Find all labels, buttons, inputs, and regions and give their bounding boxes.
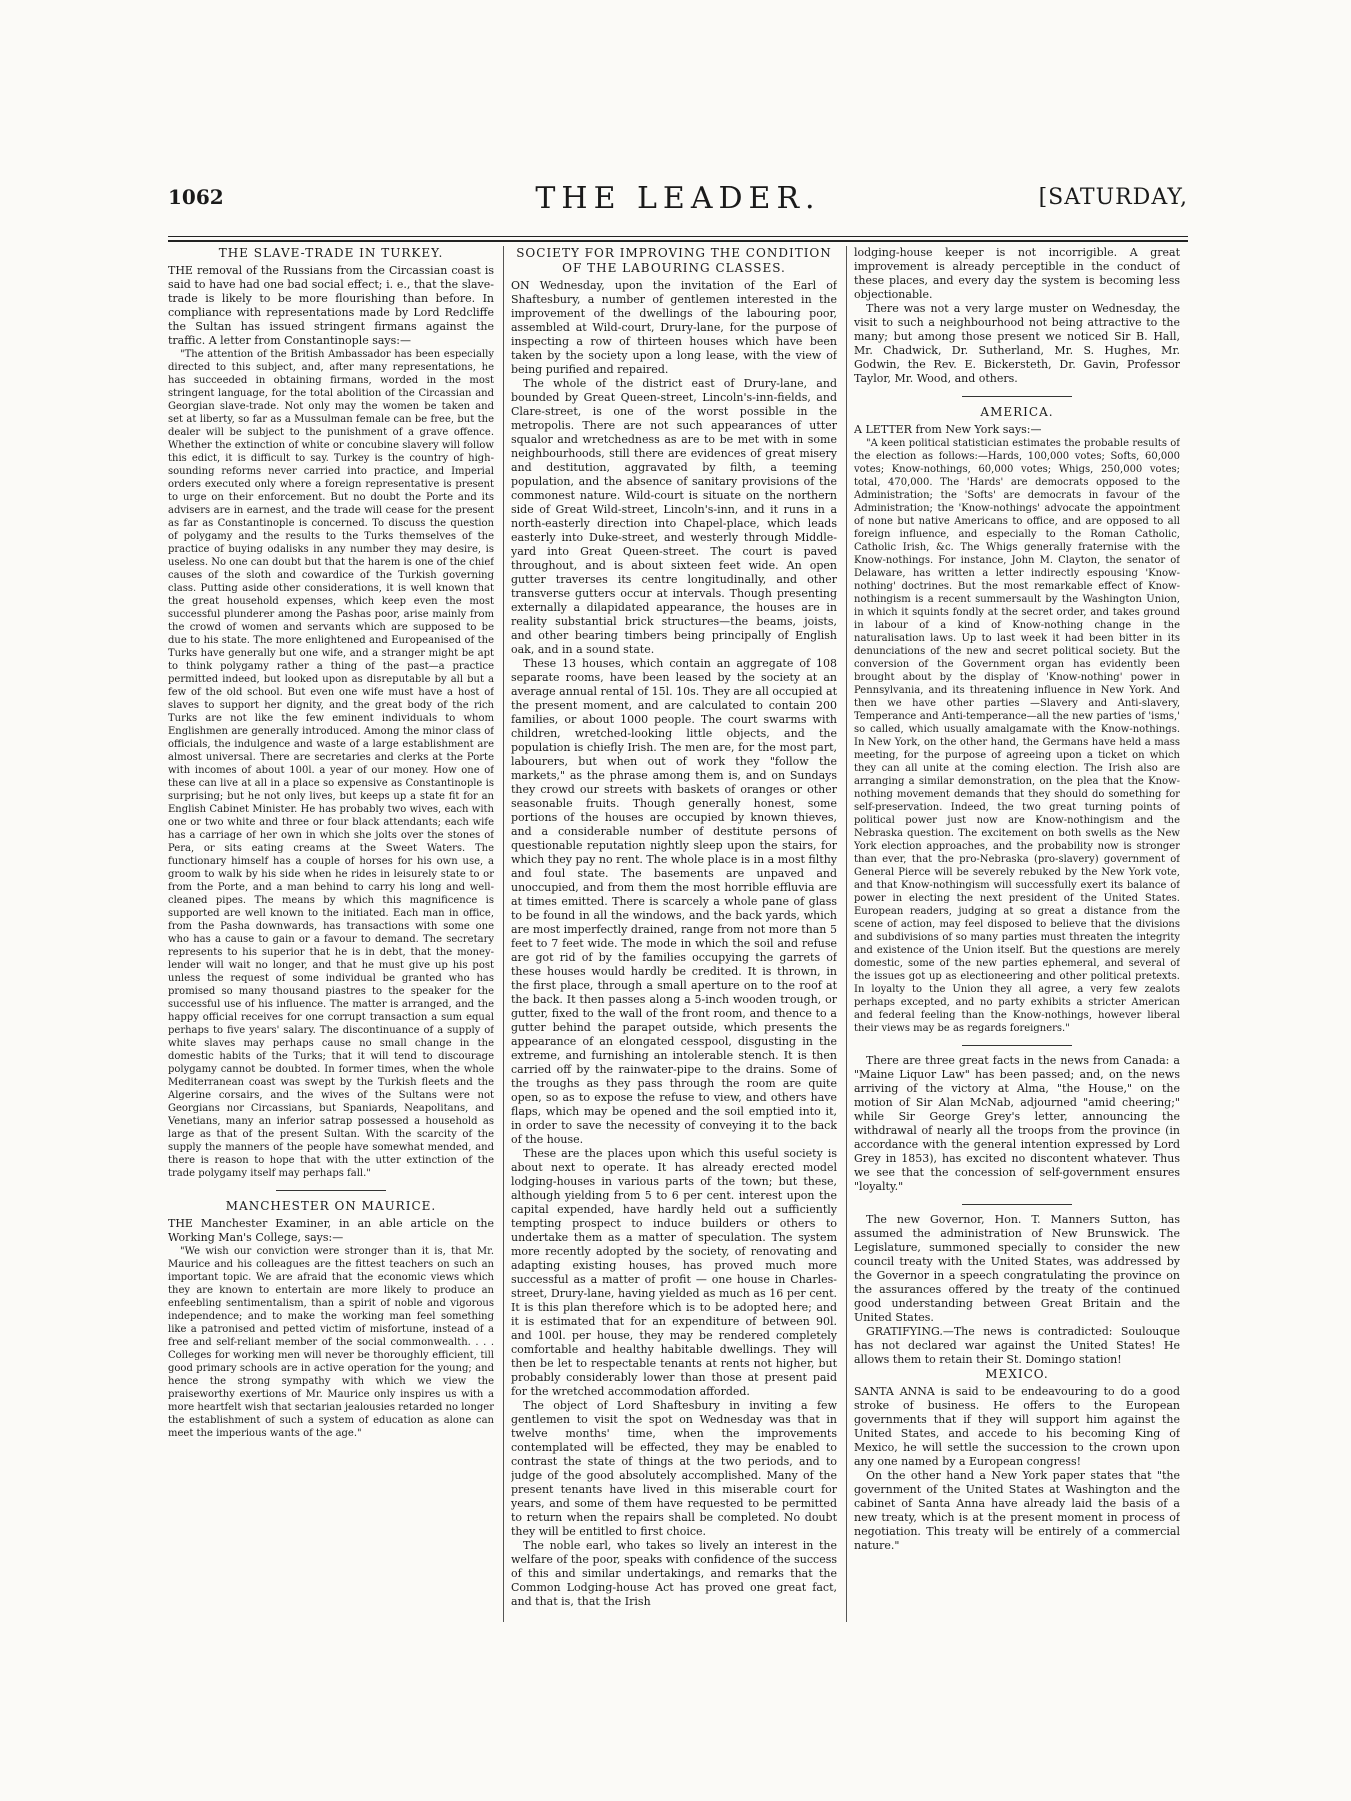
newspaper-title: THE LEADER.: [535, 181, 821, 216]
section-rule: [962, 1045, 1072, 1046]
article-paragraph: The whole of the district east of Drury-lane, and bounded by Great Queen-street, Lincoln's-inn-fields, and Clare-street, is one of the worst possible in the metropolis. There are not such appearances of utter squalor and wretchedness as are to be met with in some neighbourhoods, still there are evidences of great misery and destitution, aggravated by filth, a teeming population, and the absence of sanitary provisions of the commonest nature. Wild-court is situate on the northern side of Great Wild-street, Lincoln's-inn, and it runs in a north-easterly direction into Chapel-place, which leads easterly into Duke-street, and westerly through Middle-yard into Great Queen-street. The court is paved throughout, and is about sixteen feet wide. An open gutter traverses its centre longitudinally, and other transverse gutters occur at intervals. Though presenting externally a dilapidated appearance, the houses are in reality substantial brick structures—the beams, joists, and other bearing timbers being principally of English oak, and in a sound state.: [511, 377, 837, 656]
column-3: [854, 246, 1180, 1622]
column-1: [168, 246, 494, 1622]
masthead: [168, 183, 1188, 223]
section-rule: [962, 396, 1072, 397]
article-paragraph: lodging-house keeper is not incorrigible. A great improvement is already perceptible in the conduct of these places, and every day the system is becoming less objectionable.: [854, 246, 1180, 301]
article-paragraph: GRATIFYING.—The news is contradicted: Soulouque has not declared war against the United States! He allows them to retain their St. Domingo station!: [854, 1325, 1180, 1366]
page-day: [SATURDAY,: [1038, 185, 1188, 210]
article-heading: MANCHESTER ON MAURICE.: [225, 1199, 437, 1213]
section-rule: [276, 1190, 386, 1191]
article-paragraph: THE removal of the Russians from the Circassian coast is said to have had one bad social effect; i. e., that the slave-trade is likely to be more flourishing than before. In compliance with representations made by Lord Redcliffe the Sultan has issued stringent firmans against the traffic. A letter from Constantinople says:—: [168, 264, 494, 347]
article-quote: "A keen political statistician estimates the probable results of the election as follows:—Hards, 100,000 votes; Softs, 60,000 votes; Know-nothings, 60,000 votes; Whigs, 250,000 votes; total, 470,000. The 'Hards' are democrats opposed to the Administration; the 'Softs' are democrats in favour of the Administration; the 'Know-nothings' advocate the appointment of none but native Americans to office, and are opposed to all foreign influence, and especially to the Roman Catholic, Catholic Irish, &c. The Whigs generally fraternise with the Know-nothings. For instance, John M. Clayton, the senator of Delaware, has written a letter indirectly espousing 'Know-nothing' doctrines. But the most remarkable effect of Know-nothingism is a recent summersault by the Washington Union, in which it squints fondly at the secret order, and takes ground in labour of a kind of Know-nothing change in the naturalisation laws. Up to last week it had been bitter in its denunciations of the new and secret political society. But the conversion of the Government organ has evidently been brought about by the display of 'Know-nothing' power in Pennsylvania, and its threatening influence in New York. And then we have other parties —Slavery and Anti-slavery, Temperance and Anti-temperance—all the new parties of 'isms,' so called, which usually amalgamate with the Know-nothings. In New York, on the other hand, the Germans have held a mass meeting, for the purpose of agreeing upon a ticket on which they can all unite at the coming election. The Irish also are arranging a similar demonstration, on the plea that the Know-nothing movement demands that they should do something for self-preservation. Indeed, the two great turning points of political power just now are Know-nothingism and the Nebraska question. The excitement on both swells as the New York election approaches, and the probability now is stronger than ever, that the pro-Nebraska (pro-slavery) government of General Pierce will be severely rebuked by the New York vote, and that Know-nothingism will successfully exert its balance of power in electing the next president of the United States. European readers, judging at so great a distance from the scene of action, may feel disposed to believe that the divisions and subdivisions of so many parties must threaten the integrity and existence of the Union itself. But the questions are merely domestic, some of the new parties ephemeral, and several of the issues got up as electioneering and other political pretexts. In loyalty to the Union they all agree, a very few zealots perhaps excepted, and no party exhibits a stricter American and federal feeling than the Know-nothings, however liberal their views may be as regards foreigners.": [854, 438, 1180, 1034]
article-heading: MEXICO.: [985, 1367, 1049, 1381]
article-paragraph: THE Manchester Examiner, in an able article on the Working Man's College, says:—: [168, 1217, 494, 1244]
article-paragraph: These 13 houses, which contain an aggregate of 108 separate rooms, have been leased by the society at an average annual rental of 15l. 10s. They are all occupied at the present moment, and are calculated to contain 200 families, or about 1000 people. The court swarms with children, wretched-looking little objects, and the population is chiefly Irish. The men are, for the most part, labourers, but when out of work they "follow the markets," as the phrase among them is, and on Sundays they crowd our streets with baskets of oranges or other seasonable fruits. Though generally honest, some portions of the houses are occupied by known thieves, and a considerable number of destitute persons of questionable reputation nightly sleep upon the stairs, for which they pay no rent. The whole place is in a most filthy and foul state. The basements are unpaved and unoccupied, and from them the most horrible effluvia are at times emitted. There is scarcely a whole pane of glass to be found in all the windows, and the back yards, which are most imperfectly drained, range from not more than 5 feet to 7 feet wide. The mode in which the soil and refuse are got rid of by the families occupying the garrets of these houses would hardly be credited. It is thrown, in the first place, through a small aperture on to the roof at the back. It then passes along a 5-inch wooden trough, or gutter, fixed to the wall of the front room, and thence to a gutter behind the parapet outside, which presents the appearance of an elongated cesspool, disgusting in the extreme, and furnishing an intolerable stench. It is then carried off by the rainwater-pipe to the drains. Some of the troughs as they pass through the room are quite open, so as to expose the refuse to view, and others have flaps, which may be opened and the soil emptied into it, in order to save the necessity of conveying it to the back of the house.: [511, 657, 837, 1146]
article-paragraph: ON Wednesday, upon the invitation of the Earl of Shaftesbury, a number of gentlemen interested in the improvement of the dwellings of the labouring poor, assembled at Wild-court, Drury-lane, for the purpose of inspecting a row of thirteen houses which have been taken by the society upon a long lease, with the view of being purified and repaired.: [511, 279, 837, 376]
article-paragraph: SANTA ANNA is said to be endeavouring to do a good stroke of business. He offers to the European governments that if they will support him against the United States, and accede to his becoming King of Mexico, he will settle the succession to the crown upon any one named by a European congress!: [854, 1385, 1180, 1468]
header-rule-thick: [168, 240, 1188, 242]
article-paragraph: There are three great facts in the news from Canada: a "Maine Liquor Law" has been passed; and, on the news arriving of the victory at Alma, "the House," on the motion of Sir Alan McNab, adjourned "amid cheering;" while Sir George Grey's letter, announcing the withdrawal of nearly all the troops from the province (in accordance with the general intention expressed by Lord Grey in 1853), has excited no discontent whatever. Thus we see that the concession of self-government ensures "loyalty.": [854, 1054, 1180, 1193]
article-quote: "We wish our conviction were stronger than it is, that Mr. Maurice and his colleagues are the fittest teachers on such an important topic. We are afraid that the economic views which they are known to entertain are more likely to produce an enfeebling sentimentalism, than a spirit of noble and vigorous independence; and to make the working man feel something like a patronised and petted victim of misfortune, instead of a free and self-reliant member of the social commonwealth. . . . Colleges for working men will never be thoroughly efficient, till good primary schools are in active operation for the young; and hence the strong sympathy with which we view the praiseworthy exertions of Mr. Maurice only inspires us with a more heartfelt wish that sectarian jealousies retarded no longer the establishment of such a system of education as alone can meet the imperious wants of the age.": [168, 1246, 494, 1439]
column-divider: [503, 246, 504, 1622]
article-paragraph: These are the places upon which this useful society is about next to operate. It has already erected model lodging-houses in various parts of the town; but these, although yielding from 5 to 6 per cent. interest upon the capital expended, have hardly held out a sufficiently tempting prospect to induce builders or others to undertake them as a matter of speculation. The system more recently adopted by the society, of renovating and adapting existing houses, has proved much more successful as a matter of profit — one house in Charles-street, Drury-lane, having yielded as much as 16 per cent. It is this plan therefore which is to be adopted here; and it is estimated that for an expenditure of between 90l. and 100l. per house, they may be rendered completely comfortable and healthy habitable dwellings. They will then be let to respectable tenants at rents not higher, but probably considerably lower than those at present paid for the wretched accommodation afforded.: [511, 1147, 837, 1398]
article-quote: "The attention of the British Ambassador has been especially directed to this subject, and, after many representations, he has succeeded in obtaining firmans, worded in the most stringent language, for the total abolition of the Circassian and Georgian slave-trade. Not only may the women be taken and set at liberty, so far as a Mussulman female can be free, but the dealer will be subject to the punishment of a grave offence. Whether the extinction of white or concubine slavery will follow this edict, it is difficult to say. Turkey is the country of high-sounding reforms never carried into practice, and Imperial orders executed only where a foreign representative is present to urge on their enforcement. But no doubt the Porte and its advisers are in earnest, and the trade will cease for the present as far as Constantinople is concerned. To discuss the question of polygamy and the results to the Turks themselves of the practice of buying odalisks in any number they may desire, is useless. No one can doubt but that the harem is one of the chief causes of the sloth and cowardice of the Turkish governing class. Putting aside other considerations, it is well known that the great household expenses, which keep even the most successful plunderer among the Pashas poor, arise mainly from the crowd of women and servants which are supposed to be due to his state. The more enlightened and Europeanised of the Turks have generally but one wife, and a stranger might be apt to think polygamy rather a thing of the past—a practice permitted indeed, but looked upon as disreputable by all but a few of the old school. But even one wife must have a host of slaves to support her dignity, and the great body of the rich Turks are not like the few eminent individuals to whom Englishmen are generally introduced. Among the minor class of officials, the indulgence and waste of a large establishment are almost universal. There are secretaries and clerks at the Porte with incomes of about 100l. a year of our money. How one of these can live at all in a place so expensive as Constantinople is surprising; but he not only lives, but keeps up a state fit for an English Cabinet Minister. He has probably two wives, each with one or two white and three or four black attendants; each wife has a carriage of her own in which she jolts over the stones of Pera, or sits eating creams at the Sweet Waters. The functionary himself has a couple of horses for his own use, a groom to walk by his side when he rides in leisurely state to or from the Porte, and a man behind to carry his long and well-cleaned pipes. The means by which this magnificence is supported are well known to the initiated. Each man in office, from the Pasha downwards, has transactions with some one who has a cause to gain or a favour to demand. The secretary represents to his superior that he is in debt, that the money-lender will wait no longer, and that he must give up his post unless the request of some individual be granted who has promised so many thousand piastres to the speaker for the successful use of his influence. The matter is arranged, and the happy official receives for one corrupt transaction a sum equal perhaps to five years' salary. The discontinuance of a supply of white slaves may perhaps cause no small change in the domestic habits of the Turks; that it will tend to discourage polygamy cannot be doubted. In former times, when the whole Mediterranean coast was swept by the Turkish fleets and the Algerine corsairs, and the wives of the Sultans were not Georgians nor Circassians, but Spaniards, Neapolitans, and Venetians, many an inferior satrap possessed a household as large as that of the present Sultan. With the scarcity of the supply the manners of the people have somewhat mended, and there is reason to hope that with the utter extinction of the trade polygamy itself may perhaps fall.": [168, 349, 494, 1179]
article-heading: SOCIETY FOR IMPROVING THE CONDITION OF THE LABOURING CLASSES.: [516, 246, 832, 275]
column-divider: [846, 246, 847, 1622]
article-paragraph: The noble earl, who takes so lively an interest in the welfare of the poor, speaks with confidence of the success of this and similar undertakings, and remarks that the Common Lodging-house Act has proved one great fact, and that is, that the Irish: [511, 1539, 837, 1608]
header-rule: [168, 236, 1188, 237]
article-heading: AMERICA.: [980, 405, 1054, 419]
column-2: [511, 246, 837, 1622]
article-paragraph: There was not a very large muster on Wednesday, the visit to such a neighbourhood not being attractive to the many; but among those present we noticed Sir B. Hall, Mr. Chadwick, Dr. Sutherland, Mr. S. Hughes, Mr. Godwin, the Rev. E. Bickersteth, Dr. Gavin, Professor Taylor, Mr. Wood, and others.: [854, 302, 1180, 385]
article-paragraph: On the other hand a New York paper states that "the government of the United States at Washington and the cabinet of Santa Anna have already laid the basis of a new treaty, which is at the present moment in process of negotiation. This treaty will be entirely of a commercial nature.": [854, 1469, 1180, 1552]
article-paragraph: The new Governor, Hon. T. Manners Sutton, has assumed the administration of New Brunswick. The Legislature, summoned specially to consider the new council treaty with the United States, was addressed by the Governor in a speech congratulating the province on the assurances offered by the treaty of the continued good understanding between Great Britain and the United States.: [854, 1213, 1180, 1324]
page-number: 1062: [168, 185, 224, 209]
article-paragraph: A LETTER from New York says:—: [854, 423, 1042, 436]
article-paragraph: The object of Lord Shaftesbury in inviting a few gentlemen to visit the spot on Wednesday was that in twelve months' time, when the improvements contemplated will be effected, they may be enabled to contrast the state of things at the two periods, and to judge of the good absolutely accomplished. Many of the present tenants have lived in this miserable court for years, and some of them have requested to be permitted to return when the repairs shall be completed. No doubt they will be entitled to first choice.: [511, 1399, 837, 1538]
section-rule: [962, 1204, 1072, 1205]
article-heading: THE SLAVE-TRADE IN TURKEY.: [218, 246, 444, 260]
